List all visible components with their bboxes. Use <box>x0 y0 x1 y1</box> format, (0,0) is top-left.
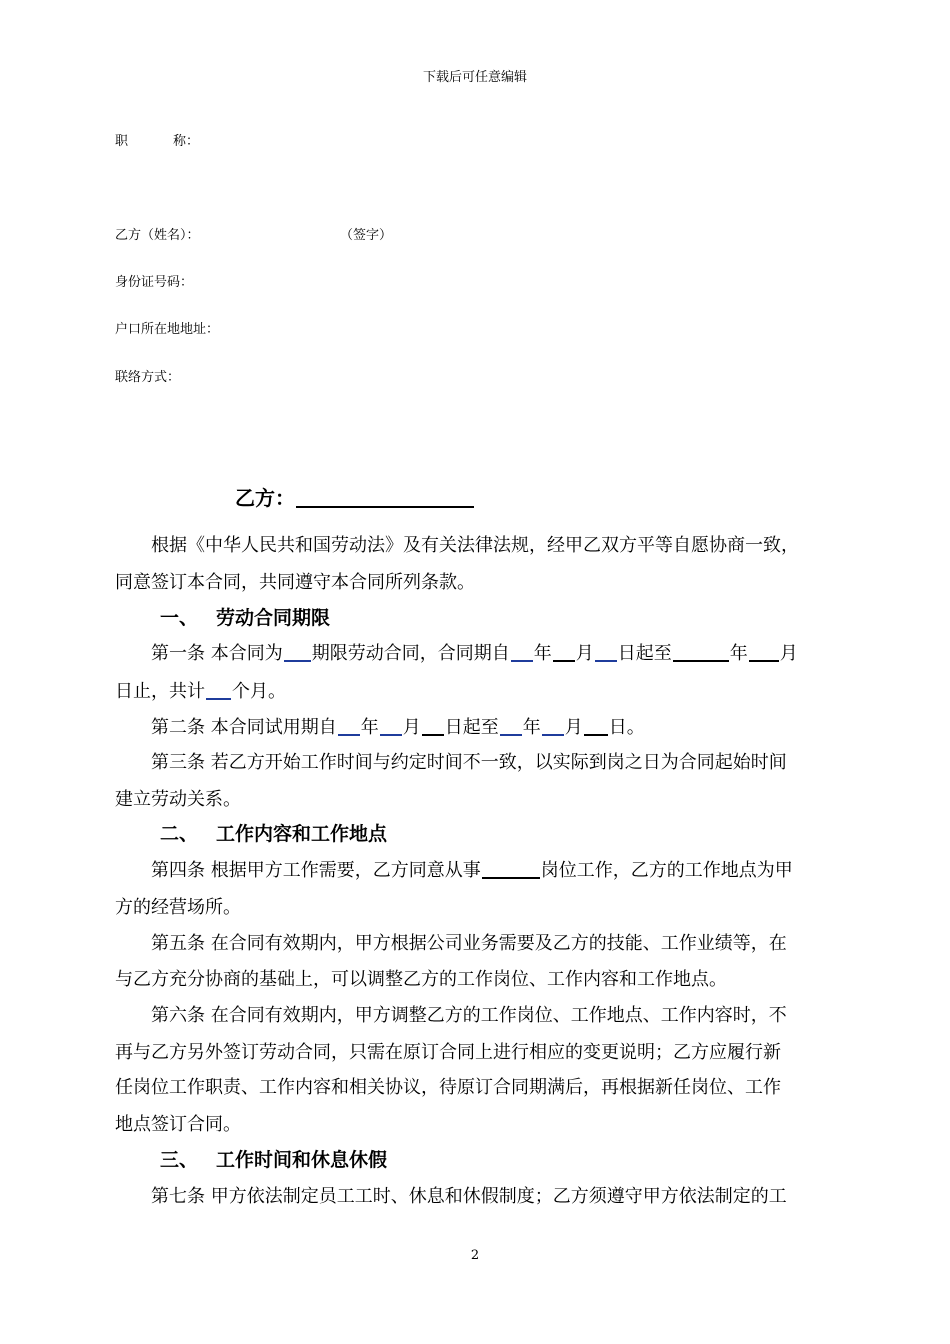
start-year-blank <box>511 642 533 662</box>
article-6-line-1: 第六条 在合同有效期内，甲方调整乙方的工作岗位、工作地点、工作内容时，不 <box>151 1005 787 1026</box>
article-1-line-2 <box>115 677 286 703</box>
probation-end-day-blank <box>584 716 608 736</box>
section-1-title: 劳动合同期限 <box>216 607 331 629</box>
end-month-blank <box>749 642 779 662</box>
id-number-label: 身份证号码： <box>115 275 194 290</box>
article-6-line-2: 再与乙方另外签订劳动合同，只需在原订合同上进行相应的变更说明；乙方应履行新 <box>115 1042 781 1063</box>
article-4-line-1 <box>151 856 793 882</box>
signature-label: （签字） <box>340 228 393 243</box>
article-2-text-c: 月 <box>402 717 421 738</box>
article-2-text-e: 年 <box>522 717 541 738</box>
article-1-text-f: 年 <box>729 643 748 664</box>
contract-type-blank <box>284 642 311 662</box>
article-4-text-b: 岗位工作，乙方的工作地点为甲 <box>540 860 793 881</box>
contact-label: 联络方式： <box>115 370 181 385</box>
start-day-blank <box>595 642 617 662</box>
article-4-text-a: 第四条 根据甲方工作需要，乙方同意从事 <box>151 860 481 881</box>
article-1-text-d: 月 <box>575 643 594 664</box>
probation-end-year-blank <box>500 716 522 736</box>
page-number: 2 <box>470 1248 480 1263</box>
article-3-line-1: 第三条 若乙方开始工作时间与约定时间不一致，以实际到岗之日为合同起始时间 <box>151 752 787 773</box>
article-2-text-g: 日。 <box>608 717 645 738</box>
total-months-blank <box>206 680 231 700</box>
section-2-title: 工作内容和工作地点 <box>216 823 388 845</box>
article-2-text-a: 第二条 本合同试用期自 <box>151 717 337 738</box>
section-2-number: 二、 <box>160 823 199 845</box>
probation-start-day-blank <box>422 716 444 736</box>
article-2-text-b: 年 <box>360 717 379 738</box>
end-year-blank <box>673 642 729 662</box>
section-3-title: 工作时间和休息休假 <box>216 1149 388 1171</box>
article-1-text-c: 年 <box>533 643 552 664</box>
party-b-heading-label: 乙方： <box>235 486 295 510</box>
article-1-text-g: 月 <box>779 643 798 664</box>
article-3-line-2: 建立劳动关系。 <box>115 789 241 810</box>
intro-line-2: 同意签订本合同，共同遵守本合同所列条款。 <box>115 572 475 593</box>
article-5-line-1: 第五条 在合同有效期内，甲方根据公司业务需要及乙方的技能、工作业绩等，在 <box>151 933 787 954</box>
article-1-text-e: 日起至 <box>617 643 672 664</box>
article-2-text-f: 月 <box>564 717 583 738</box>
article-6-line-4: 地点签订合同。 <box>115 1114 241 1135</box>
probation-start-month-blank <box>380 716 402 736</box>
article-1-line-1 <box>151 639 798 665</box>
section-1-number: 一、 <box>160 607 199 629</box>
article-2-line <box>151 713 645 739</box>
party-b-name-label: 乙方（姓名）： <box>115 228 200 243</box>
article-1-text-i: 个月。 <box>232 681 286 702</box>
section-3-number: 三、 <box>160 1149 199 1171</box>
probation-start-year-blank <box>338 716 360 736</box>
job-title-label-part1: 职 <box>115 134 129 149</box>
start-month-blank <box>553 642 575 662</box>
job-title-label-part2: 称： <box>173 134 200 149</box>
article-6-line-3: 任岗位工作职责、工作内容和相关协议，待原订合同期满后，再根据新任岗位、工作 <box>115 1077 781 1098</box>
article-5-line-2: 与乙方充分协商的基础上，可以调整乙方的工作岗位、工作内容和工作地点。 <box>115 969 727 990</box>
article-7-line-1: 第七条 甲方依法制定员工工时、休息和休假制度；乙方须遵守甲方依法制定的工 <box>151 1186 787 1207</box>
page-header-note: 下载后可任意编辑 <box>422 70 527 85</box>
position-blank <box>482 859 540 879</box>
article-1-text-h: 日止，共计 <box>115 681 205 702</box>
probation-end-month-blank <box>542 716 564 736</box>
party-b-blank <box>296 488 474 508</box>
article-1-text-a: 第一条 本合同为 <box>151 643 283 664</box>
intro-line-1: 根据《中华人民共和国劳动法》及有关法律法规，经甲乙双方平等自愿协商一致， <box>151 535 799 556</box>
article-1-text-b: 期限劳动合同，合同期自 <box>311 643 510 664</box>
household-address-label: 户口所在地地址： <box>115 322 220 337</box>
article-4-line-2: 方的经营场所。 <box>115 897 241 918</box>
party-b-heading <box>235 482 475 511</box>
article-2-text-d: 日起至 <box>444 717 499 738</box>
